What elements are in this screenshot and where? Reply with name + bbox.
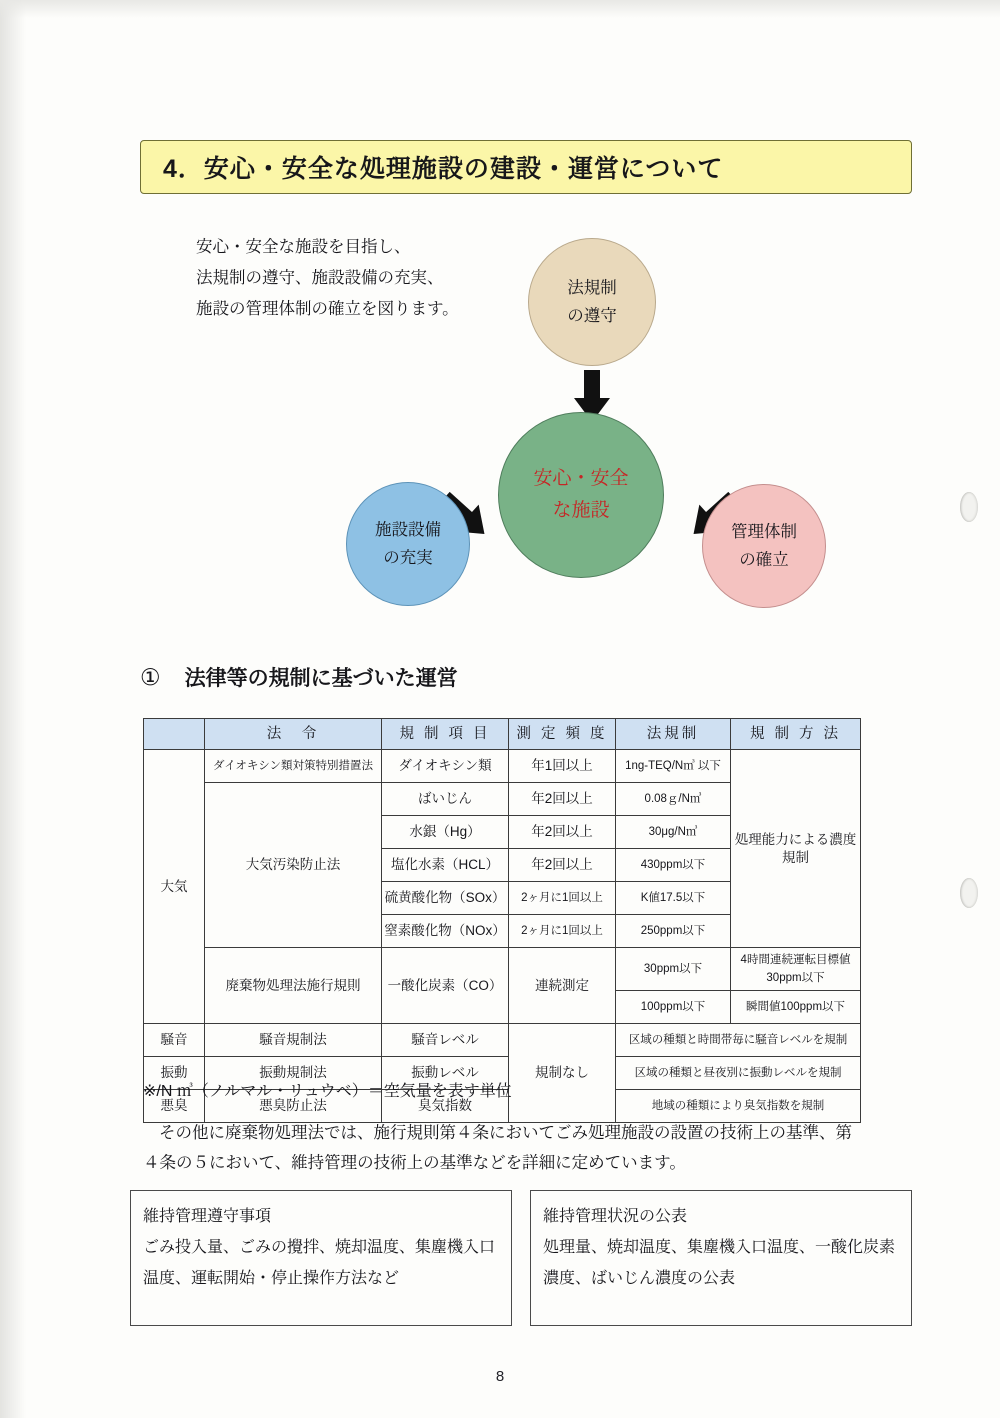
cell-item-nox: 窒素酸化物（NOx） <box>382 915 509 948</box>
unit-note: ※/N ㎥（ノルマル・リュウベ）＝空気量を表す単位 <box>143 1083 512 1100</box>
cell-item-mercury: 水銀（Hg） <box>382 816 509 849</box>
cell-item-hcl: 塩化水素（HCL） <box>382 849 509 882</box>
cell-category-air: 大気 <box>144 750 205 1024</box>
cell-frequency-dioxin: 年1回以上 <box>509 750 616 783</box>
section-heading <box>140 662 458 692</box>
table-header-regulation: 法規制 <box>616 719 731 750</box>
cell-frequency-hcl: 年2回以上 <box>509 849 616 882</box>
body-paragraph: その他に廃棄物処理法では、施行規則第４条においてごみ処理施設の設置の技術上の基準、第４条の５において、維持管理の技術上の基準などを詳細に定めています。 <box>143 1124 852 1172</box>
cell-law-odor: 悪臭防止法 <box>205 1090 382 1123</box>
cell-law-air: 大気汚染防止法 <box>205 783 382 948</box>
bubble-center-line-1: 安心・安全 <box>533 468 629 489</box>
table-header-item: 規 制 項 目 <box>382 719 509 750</box>
cell-frequency-dust: 年2回以上 <box>509 783 616 816</box>
cell-regulation-hcl: 430ppm以下 <box>616 849 731 882</box>
cell-method-co-100: 瞬間値100ppm以下 <box>731 991 861 1024</box>
cell-item-dioxin: ダイオキシン類 <box>382 750 509 783</box>
diagram-bubble-facility <box>346 482 470 606</box>
scan-shadow-left <box>0 0 26 1418</box>
bubble-facility-line-2: の充実 <box>383 549 433 567</box>
cell-regulation-co-30: 30ppm以下 <box>616 948 731 991</box>
cell-category-noise: 騒音 <box>144 1024 205 1057</box>
regulation-table <box>143 718 861 1123</box>
cell-method-odor: 地域の種類により臭気指数を規制 <box>616 1090 861 1123</box>
page-title: 4．安心・安全な処理施設の建設・運営について <box>163 155 724 183</box>
page-title-banner <box>140 140 912 194</box>
cell-regulation-dioxin: 1ng-TEQ/N㎥ 以下 <box>616 750 731 783</box>
maintenance-compliance-box <box>130 1190 512 1326</box>
cell-regulation-co-100: 100ppm以下 <box>616 991 731 1024</box>
cell-regulation-mercury: 30μg/N㎥ <box>616 816 731 849</box>
bubble-management-line-1: 管理体制 <box>731 523 797 541</box>
diagram-bubble-management <box>702 484 826 608</box>
punch-hole-icon <box>960 878 978 908</box>
section-title: 法律等の規制に基づいた運営 <box>184 667 458 690</box>
table-header-law: 法 令 <box>205 719 382 750</box>
cell-regulation-nox: 250ppm以下 <box>616 915 731 948</box>
intro-line-3: 施設の管理体制の確立を図ります。 <box>196 300 459 318</box>
cell-law-waste: 廃棄物処理法施行規則 <box>205 948 382 1024</box>
diagram-bubble-center <box>498 412 664 578</box>
scan-shadow-top <box>0 0 1000 18</box>
table-header-row <box>144 719 861 750</box>
cell-item-co: 一酸化炭素（CO） <box>382 948 509 1024</box>
concept-diagram <box>330 230 890 620</box>
section-number: ① <box>140 664 161 690</box>
maintenance-disclosure-title: 維持管理状況の公表 <box>543 1208 688 1225</box>
maintenance-disclosure-body: 処理量、焼却温度、集塵機入口温度、一酸化炭素濃度、ばいじん濃度の公表 <box>543 1239 896 1287</box>
cell-frequency-co: 連続測定 <box>509 948 616 1024</box>
table-header-frequency: 測 定 頻 度 <box>509 719 616 750</box>
page-number: 8 <box>495 1368 505 1385</box>
bubble-center-line-2: な施設 <box>552 500 610 521</box>
cell-method-co-30: 4時間連続運転目標値30ppm以下 <box>731 948 861 991</box>
intro-line-2: 法規制の遵守、施設設備の充実、 <box>196 269 444 287</box>
cell-category-odor: 悪臭 <box>144 1090 205 1123</box>
maintenance-compliance-title: 維持管理遵守事項 <box>143 1208 272 1225</box>
cell-regulation-dust: 0.08ｇ/N㎥ <box>616 783 731 816</box>
cell-item-sox: 硫黄酸化物（SOx） <box>382 882 509 915</box>
table-row <box>144 948 861 991</box>
table-header-method: 規 制 方 法 <box>731 719 861 750</box>
cell-method-vibration: 区域の種類と昼夜別に振動レベルを規制 <box>616 1057 861 1090</box>
cell-law-vibration: 振動規制法 <box>205 1057 382 1090</box>
bubble-law-line-1: 法規制 <box>567 279 617 297</box>
cell-frequency-none: 規制なし <box>509 1024 616 1123</box>
bubble-management-line-2: の確立 <box>739 551 789 569</box>
cell-item-noise: 騒音レベル <box>382 1024 509 1057</box>
table-row <box>144 750 861 783</box>
cell-item-odor: 臭気指数 <box>382 1090 509 1123</box>
cell-law-dioxin: ダイオキシン類対策特別措置法 <box>205 750 382 783</box>
punch-hole-icon <box>960 492 978 522</box>
cell-frequency-sox: 2ヶ月に1回以上 <box>509 882 616 915</box>
bubble-facility-line-1: 施設設備 <box>375 521 441 539</box>
cell-method-capacity: 処理能力による濃度規制 <box>731 750 861 948</box>
intro-line-1: 安心・安全な施設を目指し、 <box>196 238 411 256</box>
cell-frequency-nox: 2ヶ月に1回以上 <box>509 915 616 948</box>
cell-frequency-mercury: 年2回以上 <box>509 816 616 849</box>
maintenance-disclosure-box <box>530 1190 912 1326</box>
cell-regulation-sox: K値17.5以下 <box>616 882 731 915</box>
cell-method-noise: 区域の種類と時間帯毎に騒音レベルを規制 <box>616 1024 861 1057</box>
cell-law-noise: 騒音規制法 <box>205 1024 382 1057</box>
cell-item-dust: ばいじん <box>382 783 509 816</box>
cell-category-vibration: 振動 <box>144 1057 205 1090</box>
bubble-law-line-2: の遵守 <box>567 307 617 325</box>
diagram-bubble-law <box>528 238 656 366</box>
cell-item-vibration: 振動レベル <box>382 1057 509 1090</box>
maintenance-compliance-body: ごみ投入量、ごみの攪拌、焼却温度、集塵機入口温度、運転開始・停止操作方法など <box>143 1239 496 1287</box>
table-header-category <box>144 719 205 750</box>
table-row <box>144 1024 861 1057</box>
